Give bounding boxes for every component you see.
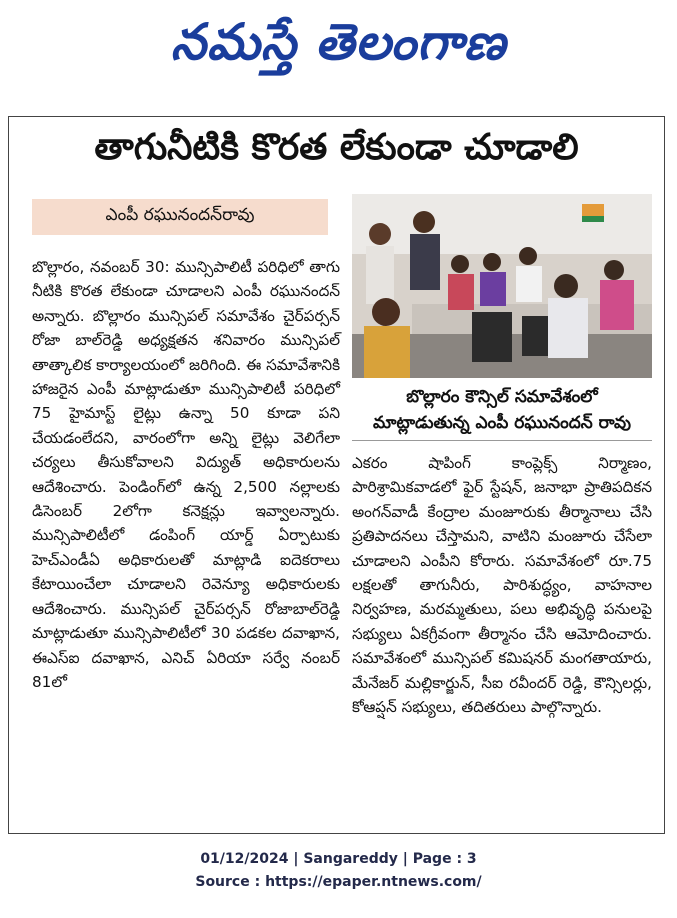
- article-byline: ఎంపీ రఘునందన్‌రావు: [32, 199, 328, 235]
- article-body-left: [32, 255, 340, 815]
- photo-caption-line-2: మాట్లాడుతున్న ఎంపీ రఘునందన్ రావు: [373, 413, 631, 433]
- body-text-left: బొల్లారం, నవంబర్ 30: మున్సిపాలిటీ పరిధిలో తాగు నీటికి కొరత లేకుండా చూడాలని ఎంపీ రఘునందన్ అన్నారు. బొల్లారం మున్సిపల్ సమావేశం చైర్‌పర్సన్ రోజా బాల్‌రెడ్డి అధ్యక్షతన శనివారం మున్సిపల్ తాత్కాలిక కార్యాలయంలో జరిగింది. ఈ సమావేశానికి హాజరైన ఎంపీ మాట్లాడుతూ మున్సిపాలిటీ పరిధిలో 75 హైమాస్ట్ లైట్లు ఉన్నా 50 కూడా పని చేయడంలేదని, వారంలోగా అన్ని లైట్లు వెలిగేలా చర్యలు తీసుకోవాలని విద్యుత్ అధికారులను ఆదేశించారు. పెండింగ్‌లో ఉన్న 2,500 నల్లాలకు డిసెంబర్ 2లోగా కనెక్షన్లు ఇవ్వాలన్నారు. మున్సిపాలిటీలో డంపింగ్ యార్డ్ ఏర్పాటుకు హెచ్‌ఎండీఏ అధికారులతో మాట్లాడి ఐదెకరాలు కేటాయించేలా చూడాలని రెవెన్యూ అధికారులకు ఆదేశించారు. మున్సిపల్ చైర్‌పర్సన్ రోజాబాల్‌రెడ్డి మాట్లాడుతూ మున్సిపాలిటీలో 30 పడకల దవాఖాన, ఈఎస్ఐ దవాఖాన, ఎనిచ్ ఏరియా సర్వే నంబర్ 81లో: [32, 258, 340, 691]
- meeting-photo: [352, 194, 652, 378]
- article-headline: తాగునీటికి కొరత లేకుండా చూడాలి: [94, 127, 579, 168]
- masthead: [0, 0, 677, 96]
- photo-caption-line-1: బొల్లారం కౌన్సిల్ సమావేశంలో: [406, 387, 598, 407]
- photo-caption: [352, 380, 652, 441]
- edition-info: 01/12/2024 | Sangareddy | Page : 3: [200, 851, 477, 867]
- body-text-right: ఎకరం షాపింగ్ కాంప్లెక్స్ నిర్మాణం, పారిశ్రామికవాడలో ఫైర్ స్టేషన్, జనాభా ప్రాతిపదికన అంగన్‌వాడీ కేంద్రాల మంజూరుకు తీర్మానాలు చేసి ప్రతిపాదనలు చేస్తామని, వాటిని మంజూరు చేసేలా చూడాలని ఎంపీని కోరారు. సమావేశంలో రూ.75 లక్షలతో తాగునీరు, పారిశుద్ధ్యం, వాహనాల నిర్వహణ, మరమ్మతులు, పలు అభివృద్ధి పనులపై సభ్యులు ఏకగ్రీవంగా తీర్మానం చేసి ఆమోదించారు. సమావేశంలో మున్సిపల్ కమిషనర్ మంగతాయారు, మేనేజర్ మల్లికార్జున్, సీఐ రవీందర్ రెడ్డి, కౌన్సిలర్లు, కోఆప్షన్ సభ్యులు, తదితరులు పాల్గొన్నారు.: [352, 454, 652, 717]
- article-photo: [352, 194, 652, 378]
- page-footer: [0, 848, 677, 908]
- article-body-right: [352, 451, 652, 811]
- newspaper-title: నమస్తే తెలంగాణ: [170, 12, 507, 71]
- source-link[interactable]: Source : https://epaper.ntnews.com/: [195, 874, 482, 890]
